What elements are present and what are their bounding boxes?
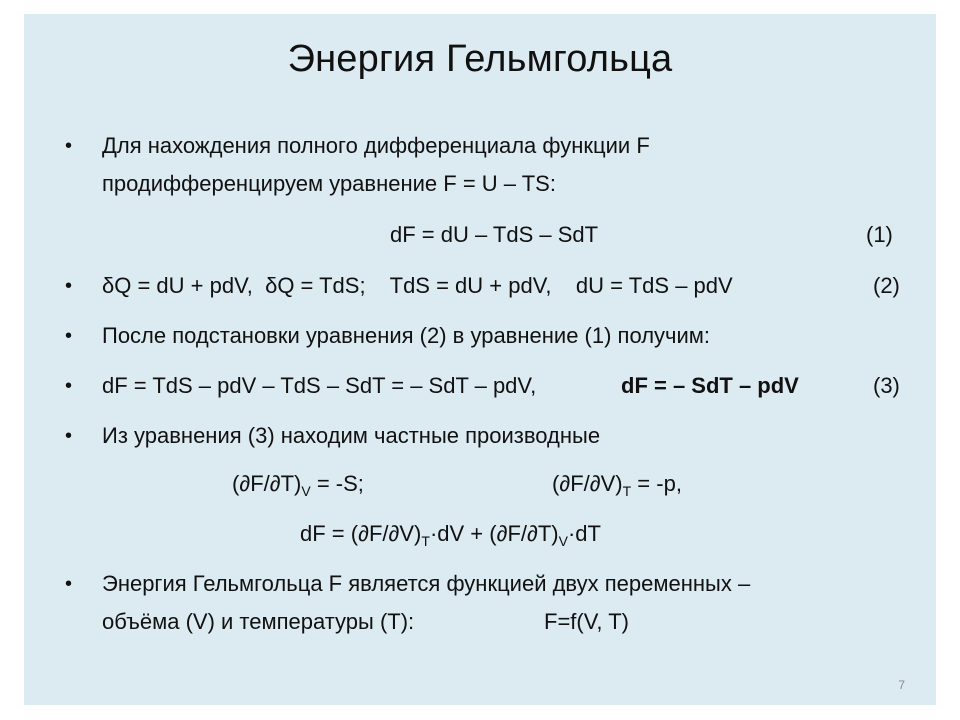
bullet-2-text: δQ = dU + pdV, δQ = TdS; TdS = dU + pdV, dU = TdS – pdV <box>102 273 733 298</box>
bullet-1-line-1: Для нахождения полного дифференциала функции F <box>102 133 650 158</box>
equation-3-number: (3) <box>873 373 900 398</box>
bullet-6-line-2: объёма (V) и температуры (T): <box>102 609 415 634</box>
bullet-5-text: Из уравнения (3) находим частные производные <box>102 423 601 448</box>
partial-derivative-t-sub: V <box>301 483 311 499</box>
total-differential-b: ·dV + (∂F/∂T) <box>429 521 559 546</box>
equation-1: dF = dU – TdS – SdT <box>390 222 599 247</box>
total-differential <box>300 519 601 549</box>
total-differential-a-sub: T <box>421 533 430 549</box>
partial-derivative-t-main: (∂F/∂T) <box>232 471 302 496</box>
bullet-2: • <box>65 275 73 297</box>
bullet-3: • <box>65 325 73 347</box>
equation-1-number: (1) <box>866 222 893 247</box>
bullet-1-line-2: продифференцируем уравнение F = U – TS: <box>102 171 556 196</box>
partial-derivative-v-main: (∂F/∂V) <box>552 471 623 496</box>
total-differential-b-sub: V <box>558 533 568 549</box>
partial-derivative-v <box>552 469 682 499</box>
bullet-1: • <box>65 135 73 157</box>
bullet-6-line-1: Энергия Гельмгольца F является функцией двух переменных – <box>102 571 751 596</box>
total-differential-c: ·dT <box>567 521 601 546</box>
slide-title: Энергия Гельмгольца <box>287 38 673 80</box>
partial-derivative-t-rest: = -S; <box>310 471 364 496</box>
bullet-4-text: dF = TdS – pdV – TdS – SdT = – SdT – pdV, <box>102 373 537 398</box>
slide <box>24 14 936 705</box>
bullet-3-text: После подстановки уравнения (2) в уравнение (1) получим: <box>102 323 711 348</box>
page-number: 7 <box>898 678 905 692</box>
partial-derivative-t <box>232 469 364 499</box>
bullet-6: • <box>65 573 73 595</box>
partial-derivative-v-rest: = -p, <box>631 471 682 496</box>
bullet-4: • <box>65 375 73 397</box>
bullet-6-function: F=f(V, T) <box>544 609 629 634</box>
equation-2-number: (2) <box>873 273 900 298</box>
bullet-4-bold-result: dF = – SdT – pdV <box>621 373 799 398</box>
partial-derivative-v-sub: T <box>622 483 632 499</box>
total-differential-a: dF = (∂F/∂V) <box>300 521 422 546</box>
bullet-5: • <box>65 425 73 447</box>
